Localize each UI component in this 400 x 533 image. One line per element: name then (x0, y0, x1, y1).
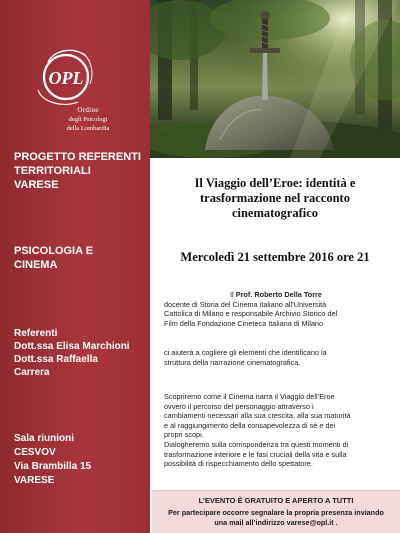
description-line: cambiamenti necessari alla sua crescita, alla sua maturità (164, 411, 351, 421)
event-title-line: cinematografico (231, 206, 319, 220)
logo-line2: degli Psicologi (68, 116, 108, 123)
topic-heading (14, 244, 146, 272)
description-line: trasformazione interiore e le fasi cruciali della vita e sulla (164, 449, 347, 459)
sword-in-stone-image (150, 0, 400, 158)
referents-block (14, 327, 146, 379)
logo-line3: della Lombardia (66, 125, 110, 132)
venue-line: Via Brambilla 15 (14, 461, 92, 472)
registration-instructions: Per partecipare occorre segnalare la propria presenza inviando (168, 508, 384, 517)
referents-line: Dott.ssa Raffaella (14, 354, 98, 365)
project-heading (14, 150, 146, 192)
logo-line1: Ordine (77, 106, 99, 114)
speaker-line: docente di Storia del Cinema italiano all’Università (164, 299, 327, 309)
speaker-name: Prof. Roberto Della Torre (235, 290, 322, 299)
main-content (150, 158, 400, 533)
opl-logo (28, 40, 118, 150)
description-line: ovvero il percorso del personaggio attraverso i (164, 401, 314, 411)
event-title (164, 176, 386, 221)
topic-line: CINEMA (14, 259, 58, 271)
goal-line: ci aiuterà a cogliere gli elementi che identificano la (164, 348, 327, 357)
description-line: propri scopi. (164, 430, 204, 440)
referents-line: Carrera (14, 367, 50, 378)
description-line: Scopriremo come il Cinema narra il Viaggio dell’Eroe (164, 392, 335, 401)
event-title-line: Il Viaggio dell’Eroe: identità e (194, 176, 356, 190)
speaker-paragraph (164, 290, 388, 328)
description-line: Dialogheremo sulla corrispondenza tra questi momenti di (164, 439, 349, 449)
project-line: VARESE (14, 179, 59, 191)
speaker-intro: Il (230, 290, 234, 299)
event-date: Mercoledì 21 settembre 2016 ore 21 (180, 250, 370, 264)
registration-email[interactable]: una mail all’indirizzo varese@opl.it . (214, 518, 338, 527)
event-title-line: trasformazione nel racconto (200, 191, 350, 205)
sword-in-stone-photo (150, 0, 400, 158)
registration-footer (152, 490, 400, 533)
opl-logo-icon (28, 40, 118, 110)
topic-line: PSICOLOGIA E (14, 245, 94, 257)
project-line: PROGETTO REFERENTI (14, 151, 141, 163)
venue-line: Sala riunioni (14, 433, 75, 444)
sidebar (0, 0, 150, 533)
referents-line: Referenti (14, 328, 58, 339)
venue-block (14, 432, 146, 488)
referents-line: Dott.ssa Elisa Marchioni (14, 341, 130, 352)
project-line: TERRITORIALI (14, 165, 91, 177)
venue-line: CESVOV (14, 447, 56, 458)
logo-initials: OPL (48, 68, 84, 88)
goal-paragraph (164, 348, 388, 367)
speaker-line: Cattolica di Milano e responsabile Archivio Storico del (164, 309, 338, 319)
description-line: e al raggiungimento della consapevolezza di sé e dei (164, 420, 336, 430)
goal-line: struttura della narrazione cinematografica. (164, 357, 301, 367)
description-paragraph (164, 392, 388, 469)
description-line: possibilità di rispecchiamento dello spettatore. (164, 459, 313, 469)
logo-wordmark (48, 106, 128, 133)
venue-line: VARESE (14, 475, 55, 486)
speaker-line: Film della Fondazione Cineteca Italiana di Milano (164, 318, 323, 328)
free-event-notice: L’EVENTO È GRATUITO E APERTO A TUTTI (198, 496, 354, 505)
speaker-intro-line (164, 290, 388, 300)
